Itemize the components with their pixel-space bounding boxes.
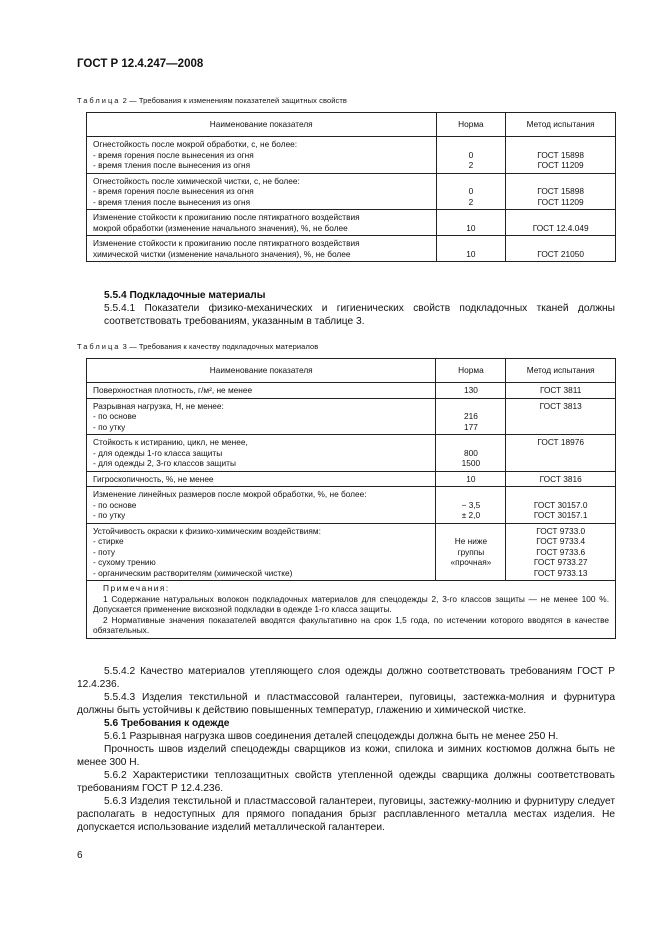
cell-text: 216 — [463, 411, 478, 421]
cell-text: ГОСТ 11209 — [537, 196, 584, 207]
cell-text: ГОСТ 9733.6 — [536, 546, 586, 557]
paragraph-5-5-4-1: 5.5.4.1 Показатели физико-механических и гигиенических свойств подкладочных тканей должны соответствовать требованиям, указанным в таблице 3. — [104, 303, 615, 327]
cell-text: мокрой обработки (изменение начального значения), %, не более — [93, 222, 348, 233]
cell-text: - время тления после вынесения из огня — [93, 196, 251, 207]
cell-text: - время горения после вынесения из огня — [93, 149, 254, 160]
table3 — [86, 358, 616, 639]
cell-text: Устойчивость окраски к физико-химическим воздействиям: — [93, 525, 321, 536]
cell-text: - для одежды 2, 3-го классов защиты — [93, 458, 236, 468]
cell-text: Изменение стойкости к прожиганию после пятикратного воздействия — [93, 238, 360, 248]
cell-text: - по утку — [93, 421, 126, 432]
paragraph-5-6-2: 5.6.2 Характеристики теплозащитных свойств утепленной одежды сварщика должны соответствовать требованиям ГОСТ Р 12.4.236. — [77, 770, 615, 794]
cell-text: ГОСТ 12.4.049 — [532, 222, 589, 233]
table2-header-name: Наименование показателя — [87, 113, 437, 137]
table3-caption — [77, 342, 318, 351]
table-row — [87, 471, 616, 487]
table3-notes-row — [87, 581, 616, 639]
cell-text: химической чистки (изменение начального значения), %, не более — [93, 248, 351, 259]
cell-text: - стирке — [93, 536, 124, 546]
paragraph-5-5-4-3: 5.5.4.3 Изделия текстильной и пластмассовой галантереи, пуговицы, застежка-молния и фурнитура должны быть устойчивы к действию повышенных температур, глажению и химической чистке. — [77, 692, 615, 716]
table3-header-method: Метод испытания — [506, 359, 616, 383]
cell-text: ГОСТ 30157.1 — [533, 510, 588, 520]
cell-text: 10 — [466, 473, 476, 484]
cell-text: 10 — [466, 248, 476, 259]
cell-text: ГОСТ 9733.27 — [533, 557, 588, 567]
cell-text: - по основе — [93, 499, 137, 510]
table3-caption-word: Таблица — [77, 342, 121, 351]
table-row — [87, 173, 616, 210]
cell-text: Огнестойкость после химической чистки, с, не более: — [93, 175, 300, 186]
cell-text: 800 — [463, 447, 478, 458]
table3-caption-text: 3 — Требования к качеству подкладочных материалов — [122, 342, 319, 351]
cell-text: ГОСТ 11209 — [537, 160, 584, 170]
cell-text: Изменение линейных размеров после мокрой обработки, %, не более: — [93, 489, 367, 499]
cell-text: ГОСТ 15898 — [537, 186, 584, 196]
cell-text: Стойкость к истиранию, цикл, не менее, — [93, 437, 248, 447]
paragraph-5-6-1: 5.6.1 Разрывная нагрузка швов соединения деталей спецодежды должна быть не менее 250 Н. — [104, 731, 559, 742]
cell-text: Огнестойкость после мокрой обработки, с, не более: — [93, 139, 298, 149]
note-1: 1 Содержание натуральных волокон подкладочных материалов для спецодежды 2, 3-го классов защиты — не менее 100 %. Допускается применение вискозной подкладки в одежде 1-го класса защиты. — [93, 593, 609, 614]
cell-text: - по утку — [93, 510, 126, 520]
document-header: ГОСТ Р 12.4.247—2008 — [77, 58, 204, 70]
section-5-5-4-title: 5.5.4 Подкладочные материалы — [104, 290, 266, 301]
cell-text: 1500 — [461, 458, 481, 468]
table2 — [86, 112, 616, 262]
cell-text: ГОСТ 18976 — [537, 437, 584, 447]
table2-header-method: Метод испытания — [506, 113, 616, 137]
table-row — [87, 383, 616, 399]
cell-text: Разрывная нагрузка, Н, не менее: — [93, 400, 224, 411]
cell-text: 177 — [463, 421, 478, 432]
table-row — [87, 398, 616, 435]
cell-text: Гигроскопичность, %, не менее — [93, 473, 214, 484]
paragraph-5-6-1-continued: Прочность швов изделий спецодежды сварщиков из кожи, спилока и зимних костюмов должна быть не менее 300 Н. — [77, 744, 615, 768]
table3-header-norm: Норма — [436, 359, 506, 383]
cell-text: - время горения после вынесения из огня — [93, 186, 254, 196]
cell-text: ± 2,0 — [461, 510, 481, 520]
cell-text: 2 — [468, 160, 474, 170]
cell-text: 10 — [466, 222, 476, 233]
cell-text: - поту — [93, 546, 116, 557]
table2-caption-word: Таблица — [77, 96, 121, 105]
table2-header-norm: Норма — [436, 113, 506, 137]
cell-text: - органическим растворителям (химической чистке) — [93, 567, 293, 578]
cell-text: Изменение стойкости к прожиганию после пятикратного воздействия — [93, 212, 360, 222]
cell-text: ГОСТ 9733.0 — [536, 525, 586, 536]
table-row — [87, 487, 616, 524]
notes-title: Примечания: — [103, 583, 170, 593]
page-number: 6 — [77, 850, 83, 861]
cell-text: 0 — [468, 149, 474, 160]
cell-text: ГОСТ 9733.4 — [536, 536, 586, 546]
cell-text: 2 — [468, 196, 474, 207]
paragraph-5-6-3: 5.6.3 Изделия текстильной и пластмассовой галантереи, пуговицы, застежку-молнию и фурнитуру следует располагать в недоступных для прямого попадания брызг расплавленного металла местах изделия. Не допускается использование изделий металлической галантереи. — [77, 796, 615, 833]
paragraph-5-5-4-2: 5.5.4.2 Качество материалов утепляющего слоя одежды должно соответствовать требованиям ГОСТ Р 12.4.236. — [77, 666, 615, 690]
table-row — [87, 137, 616, 174]
cell-text: «прочная» — [450, 557, 492, 567]
table-row — [87, 435, 616, 472]
cell-text: − 3,5 — [461, 499, 481, 510]
cell-text: - для одежды 1-го класса защиты — [93, 447, 223, 458]
table2-header-row — [87, 113, 616, 137]
cell-text: ГОСТ 3816 — [539, 473, 582, 484]
table-row — [87, 236, 616, 262]
cell-text: ГОСТ 30157.0 — [533, 499, 588, 510]
cell-text: - время тления после вынесения из огня — [93, 160, 251, 170]
cell-text: Не ниже — [454, 536, 488, 546]
cell-text: ГОСТ 3811 — [539, 385, 582, 395]
section-5-5-4 — [77, 289, 615, 328]
table2-caption — [77, 96, 347, 105]
table-row — [87, 210, 616, 236]
cell-text: ГОСТ 3813 — [539, 400, 582, 411]
cell-text: 0 — [468, 186, 474, 196]
cell-text: ГОСТ 21050 — [537, 248, 584, 259]
note-2: 2 Нормативные значения показателей вводятся факультативно на срок 1,5 года, по истечении которого вводятся в качестве обязательных. — [93, 614, 609, 635]
table3-header-row — [87, 359, 616, 383]
cell-text: Поверхностная плотность, г/м², не менее — [93, 385, 253, 395]
cell-text: - по основе — [93, 411, 137, 421]
table-row — [87, 523, 616, 581]
section-5-6-title: 5.6 Требования к одежде — [104, 718, 230, 729]
cell-text: группы — [457, 546, 485, 557]
body-text — [77, 665, 615, 834]
cell-text: ГОСТ 15898 — [537, 149, 584, 160]
table2-caption-text: 2 — Требования к изменениям показателей защитных свойств — [122, 96, 348, 105]
cell-text: 130 — [463, 385, 478, 395]
table3-header-name: Наименование показателя — [87, 359, 436, 383]
cell-text: - сухому трению — [93, 557, 156, 567]
cell-text: ГОСТ 9733.13 — [533, 567, 588, 578]
